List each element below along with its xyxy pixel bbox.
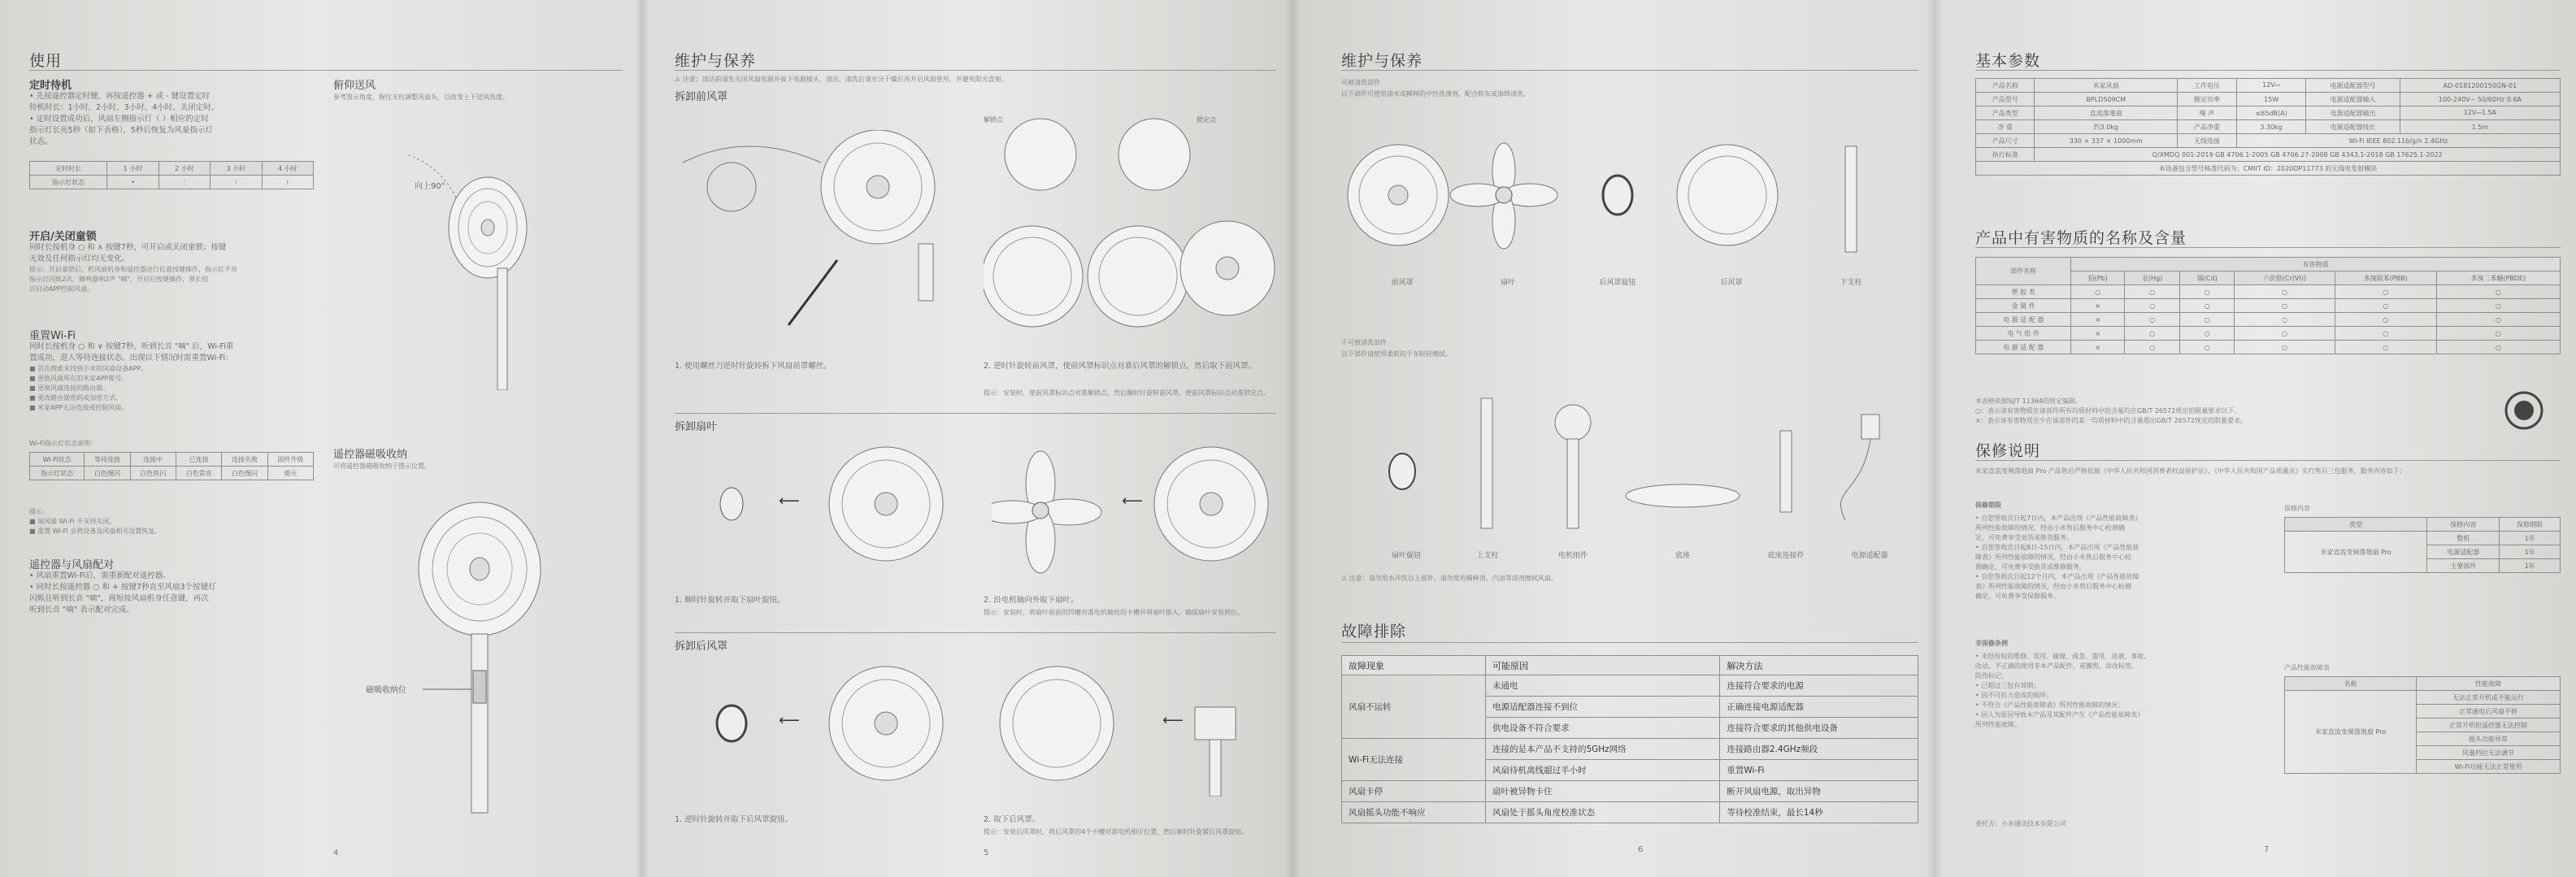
part-label: 底座连接件	[1767, 552, 1805, 560]
page-heading: 维护与保养	[675, 52, 757, 70]
wifi-table-caption: Wi-Fi指示灯状态说明：	[29, 440, 98, 447]
part-label: 上支柱	[1476, 552, 1499, 560]
tilt-title: 俯仰送风	[333, 80, 376, 92]
childlock-title: 开启/关闭童锁	[29, 231, 97, 243]
heading-rule	[29, 70, 623, 71]
hazard-table: 部件名称 有害物质 铅(Pb) 汞(Hg) 镉(Cd) 六价铬(Cr(VI)) 多溴联苯(PBB) 多溴二苯醚(PBDE) 塑 胶 类 ○ ○ ○ ○ ○ ○ 金 属 件 × ○ ○ ○ ○ ○ 电 源 适 配 器 × ○ ○ ○ ○ ○ 电 气 组 件 × ○ ○ ○ ○ ○ 电 源 适 配 器 × ○ ○ ○ ○ ○	[1975, 257, 2561, 354]
arrow-icon: ⟵	[779, 493, 800, 510]
blade-step-2-note: 提示：安装时，将扇叶前面的凹槽对准电机轴处的卡槽并将扇叶推入，确保扇叶安装到位。	[984, 609, 1244, 616]
nonwarranty-text: • 未经授权的维修、误用、碰撞、疏忽、滥用、进液、事故、 改动、不正确的使用非本产品配件，或撕毁、涂改标签、 防伪标记； • 已超过三包有效期； • 因不可抗力造成的损坏； • 不符合《产品性能故障表》所列性能故障的情况； • 因人为原因导致本产品及其配件产生《产品性能故障表》 所列性能故障。	[1975, 653, 2151, 728]
part-label: 后风罩旋钮	[1599, 279, 1636, 287]
heading-rule	[1975, 460, 2561, 461]
blade-step-2: 2. 沿电机轴向外取下扇叶。	[984, 596, 1079, 605]
tilt-text: 参考图示角度，握住支柱调整风扇头，以改变上下送风角度。	[333, 93, 509, 101]
front-screw-illustration	[675, 130, 967, 358]
pairing-title: 遥控器与风扇配对	[29, 559, 115, 571]
nonwash-parts-illustration	[1341, 382, 1910, 545]
section-rule	[675, 413, 1276, 414]
washable-text: 以下部件可使用清水或稀释的中性洗涤剂，配合软布或海绵清洗。	[1341, 90, 1530, 98]
heading-rule	[1341, 70, 1918, 71]
part-label: 电机组件	[1557, 552, 1588, 560]
svg-text:锁定点: 锁定点	[1197, 116, 1216, 124]
fault-table: 故障现象 可能原因 解决方法 风扇不运转 未通电 连接符合要求的电源 电源适配器连接不到位 正确连接电源适配器 供电设备不符合要求 连接符合要求的其他供电设备 Wi-Fi无法连接 连接的是本产品不支持的5GHz网络 连接路由器2.4GHz频段 风扇待机离线超过半小时 重置Wi-Fi 风扇卡停 扇叶被异物卡住 断开风扇电源，取出异物 风扇摇头功能不响应 风扇处于摇头角度校准状态 等待校准结束，最长14秒	[1341, 655, 1918, 823]
arrow-icon: ⟵	[779, 712, 800, 729]
nonwarranty-title: 非保修条例	[1975, 640, 2008, 647]
safety-notice: ⚠ 注意：清洁前请先关闭风扇电源并拔下电源插头，清洁、清洗后请充分干燥后再开启风扇使用，并避免阳光直射。	[675, 76, 1008, 83]
front-unlock-illustration	[984, 106, 1276, 349]
front-step-1: 1. 使用螺丝刀逆时针旋转拆下风扇前罩螺丝。	[675, 362, 832, 371]
page-heading: 维护与保养	[1341, 52, 1423, 70]
heading-rule	[1975, 70, 2561, 71]
wifi-status-table: Wi-Fi状态 等待连接 连接中 已连接 连接失败 固件升级 指示灯状态 白色慢闪 白色快闪 白色常亮 白色慢闪 熄灭	[29, 452, 314, 480]
blade-title: 拆卸扇叶	[675, 421, 718, 433]
part-label: 电源适配器	[1851, 552, 1888, 560]
part-label: 前风罩	[1391, 279, 1414, 287]
spec-table: 产品名称 米家风扇 工作电压 12V⎓ 电源适配器型号 AD-0181200150GN-01 产品型号 BPLDS09CM 额定功率 15W 电源适配器输入 100-240V~ 50/60Hz 0.6A 产品类型 直流落地扇 噪 声 ≤65dB(A) 电源适配器输出 12V⎓1.5A 净 重 约3.0kg 产品净重 3.30kg 电源适配器线长 1.5m 产品尺寸 330 × 337 × 1000mm 无线连接 Wi-Fi IEEE 802.11b/g/n 2.4GHz 执行标准 Q/XMDQ 001-2019 GB 4706.1-2005 GB 4706.27-2008 GB 4343.1-2018 GB 17625.1-2022 本设备包含型号核准代码为：CMIIT ID：2020DP11773 的无线电发射模块	[1975, 78, 2561, 176]
warranty-intro: 米家直流变频落地扇 Pro 产品售后严格依据《中华人民共和国消费者权益保护法》、《中华人民共和国产品质量法》实行售后三包服务，服务内容如下：	[1975, 467, 2406, 475]
perf-table-title: 产品性能故障表	[2284, 664, 2330, 671]
page-heading: 使用	[29, 52, 63, 70]
rear-step-2: 2. 取下后风罩。	[984, 815, 1040, 824]
heading-rule	[675, 70, 1276, 71]
page-maintenance-disassembly	[642, 0, 1292, 877]
page-usage	[0, 0, 642, 877]
nonwash-title: 不可被清洗部件	[1341, 339, 1387, 346]
fault-heading: 故障排除	[1341, 623, 1407, 640]
warranty-heading: 保修说明	[1975, 442, 2041, 460]
washable-title: 可被清洗部件	[1341, 79, 1380, 86]
warranty-period-title: 保修期限	[1975, 501, 2001, 509]
warranty-table: 类型 保修内容 保修期限 米家直流变频落地扇 Pro 整机 1年 电源适配器 1年 主要部件 1年	[2284, 517, 2561, 573]
timer-table: 定时时长 1 小时 2 小时 3 小时 4 小时 指示灯状态 • ⁚ ⁝ ⁞	[29, 161, 314, 189]
page-number: 7	[2264, 845, 2270, 854]
nonwash-text: 以下部件请使用柔软的干布轻轻擦拭。	[1341, 350, 1452, 358]
part-label: 底座	[1675, 552, 1690, 560]
timer-title: 定时待机	[29, 80, 72, 92]
front-step-2-note: 提示：安装时，使前风罩标识点对准解锁点，然后顺时针旋转前风罩，使前风罩标识点对准锁定点。	[984, 389, 1270, 397]
wifi-reset-title: 重置Wi-Fi	[29, 330, 76, 342]
wifi-reset-text: 同时长按机身 ○ 和 ∨ 按键7秒，听到长音 "嘀" 后，Wi-Fi重 置成功，进入等待连接状态。出现以下情况时需重置Wi-Fi： ■ 首次搜索未找到小米的风扇设备APP。 ■ 更换风扇所在的米家APP账号。 ■ 更换风扇连接的路由器。 ■ 更改路由器密码或加密方式。 ■ 米家APP无法连接或控制风扇。	[29, 342, 234, 411]
warranty-period-text: • 自您签收次日起7日内，本产品出现《产品性能故障表》 所列性能故障的情况，经由小米售后服务中心检测确 定，可免费享受退货或换货服务。 • 自您签收次日起8日-15日内，本产品出现《产品性能故 障表》所列性能故障的情况，经由小米售后服务中心检 测确定，可免费享受换货或维修服务。 • 自您签收次日起12个月内，本产品出现《产品性能故障 表》所列性能故障的情况，经由小米售后服务中心检测 确定，可免费享受保修服务。	[1975, 514, 2142, 600]
rear-cover-title: 拆卸后风罩	[675, 640, 728, 653]
hazard-heading: 产品中有害物质的名称及含量	[1975, 229, 2187, 247]
manufacturer: 委托方：小米通讯技术有限公司	[1975, 820, 2066, 827]
wifi-notes: 提示： ■ 该风扇 Wi-Fi 不支持关闭。 ■ 重置 Wi-Fi 会将设备及风扇相关设置恢复。	[29, 508, 162, 535]
remote-storage-text: 可将遥控器磁吸收纳于图示位置。	[333, 462, 431, 470]
page-heading: 基本参数	[1975, 52, 2041, 70]
svg-text:向上90°: 向上90°	[415, 182, 445, 191]
environmental-logo-icon	[2504, 390, 2544, 431]
nonwash-note: ⚠ 注意：请勿用水冲洗以上部件。请勿使用稀释剂、汽油等溶剂擦拭风扇。	[1341, 575, 1557, 582]
svg-text:磁吸收纳位: 磁吸收纳位	[366, 686, 406, 695]
page-number: 6	[1638, 845, 1644, 854]
front-step-2: 2. 逆时针旋转前风罩，使前风罩标识点对准后风罩的解锁点，然后取下前风罩。	[984, 362, 1257, 371]
timer-text: • 先按遥控器定时键，再按遥控器 + 或 - 键设置定时 待机时长：1小时、2小时、3小时、4小时、关闭定时。 • 定时设置成功后，风扇左侧指示灯（ ）相应的定时 指示灯长亮5秒（如下表格），5秒后恢复为风量指示灯 状态。	[29, 92, 219, 146]
rear-knob-illustration	[707, 658, 951, 797]
heading-rule	[1975, 247, 2561, 248]
tilt-illustration	[358, 130, 545, 390]
part-label: 后风罩	[1720, 279, 1743, 287]
washable-parts-illustration	[1341, 130, 1910, 268]
page-maintenance-cleaning	[1292, 0, 1935, 877]
warranty-table-title: 保修内容	[2284, 505, 2310, 512]
childlock-text: 同时长按机身 ○ 和 ∧ 按键7秒，可开启或关闭童锁；按键 无效及任何指示灯均无变化。 提示：开启童锁后，机风扇机身和遥控器进行任意按键操作，指示灯不亮 指示灯闪烁2次，蜂鸣器响2声 "嘀"，开启后按键操作，须长按 以启动APP控制风扇。	[29, 243, 237, 293]
remote-storage-illustration	[358, 496, 545, 821]
pairing-text: • 风扇重置Wi-Fi后，需重新配对遥控器。 • 同时长按遥控器 ○ 和 + 按键7秒直至风扇3个按键灯 闪烁且听到长音 "嘀"，再短按风扇机身任意键，再次 听到长音 "嘀" 表示配对完成。	[29, 571, 216, 614]
perf-table: 名称 性能故障 米家直流变频落地扇 Pro 无法正常开机或不能运行 正常通电后风扇不转 正常开机但遥控器无法控制 摇头功能异常 风量档位无法调节 Wi-Fi功能无法正常使用	[2284, 676, 2561, 774]
blade-step-1: 1. 顺时针旋转并取下扇叶旋钮。	[675, 596, 785, 605]
part-label: 扇叶旋钮	[1391, 552, 1421, 560]
part-label: 下支柱	[1840, 279, 1862, 287]
hazard-notes: 本表格依据SJ/T 11364的规定编制。 ○：表示该有害物质在该部件所有均质材料中的含量均在GB/T 26572规定的限量要求以下。 ×：表示该有害物质至少在该部件的某一均质材料中的含量超出GB/T 26572规定的限量要求。	[1975, 397, 2247, 424]
part-label: 扇叶	[1500, 279, 1515, 287]
blade-knob-illustration	[707, 439, 951, 577]
page-number: 5	[984, 849, 989, 857]
svg-text:解锁点: 解锁点	[984, 116, 1003, 124]
rear-remove-illustration	[992, 658, 1276, 797]
page-specs-warranty	[1935, 0, 2576, 877]
rear-step-1: 1. 逆时针旋转并取下后风罩旋钮。	[675, 815, 793, 824]
section-rule	[675, 632, 1276, 633]
rear-step-2-note: 提示：安装后风罩时，将后风罩的4个卡槽对准电机相应位置，然后顺时针旋紧后风罩旋钮。	[984, 828, 1249, 836]
arrow-icon: ⟵	[1122, 493, 1143, 510]
remote-storage-title: 遥控器磁吸收纳	[333, 449, 408, 461]
heading-rule	[1341, 642, 1918, 643]
arrow-icon: ⟵	[1162, 712, 1184, 729]
page-number: 4	[333, 849, 339, 857]
front-cover-title: 拆卸前风罩	[675, 91, 728, 103]
